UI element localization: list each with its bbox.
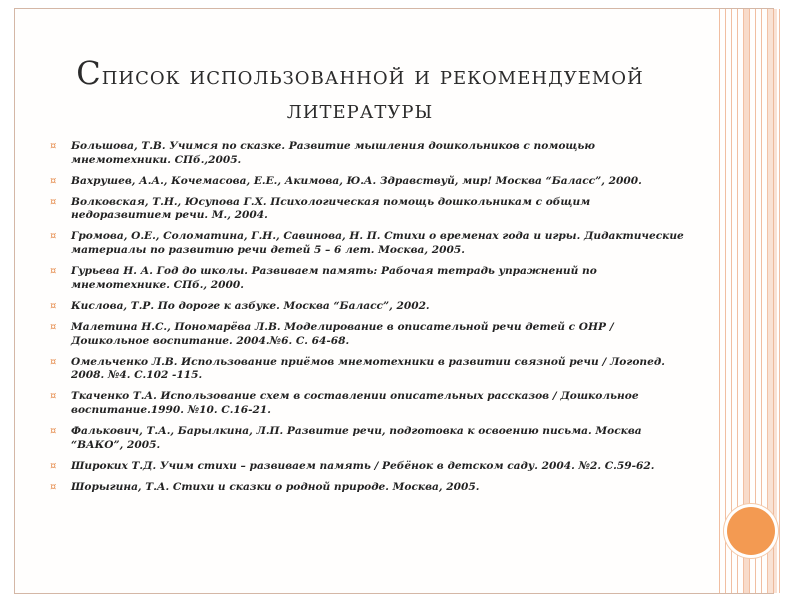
reference-text: Малетина Н.С., Пономарёва Л.В. Моделирование в описательной речи детей с ОНР / Дошкольное воспитание. 2004.№6. С. 64-68. (71, 320, 614, 347)
reference-item (50, 425, 690, 452)
bullet-icon: ¤ (50, 141, 57, 152)
reference-item (50, 390, 690, 417)
reference-text: Большова, Т.В. Учимся по сказке. Развитие мышления дошкольников с помощью мнемотехники. СПб.,2005. (71, 140, 596, 166)
title-initial: С (76, 54, 102, 92)
bullet-icon: ¤ (50, 175, 57, 187)
bullet-icon: ¤ (50, 231, 57, 243)
reference-item (50, 196, 690, 223)
decorative-stripe-accent-2 (767, 9, 777, 593)
reference-text: Фалькович, Т.А., Барылкина, Л.П. Развитие речи, подготовка к освоению письма. Москва “ВАКО”, 2005. (71, 425, 642, 451)
bullet-icon: ¤ (50, 356, 57, 368)
slide-title (40, 56, 680, 127)
bullet-icon: ¤ (50, 460, 57, 472)
reference-text: Кислова, Т.Р. По дороге к азбуке. Москва “Баласс”, 2002. (71, 299, 430, 312)
bullet-icon: ¤ (50, 426, 57, 437)
reference-list (50, 140, 690, 502)
bullet-icon: ¤ (50, 196, 57, 208)
bullet-icon: ¤ (50, 481, 57, 493)
reference-item (50, 321, 690, 348)
bullet-icon: ¤ (50, 391, 57, 403)
bullet-icon: ¤ (50, 266, 57, 278)
reference-item (50, 175, 690, 189)
reference-text: Омельченко Л.В. Использование приёмов мнемотехники в развитии связной речи / Логопед. 2008. №4. С.102 -115. (71, 355, 665, 382)
reference-item (50, 230, 690, 257)
reference-text: Волковская, Т.Н., Юсупова Г.Х. Психологическая помощь дошкольникам с общим недоразвитием речи. М., 2004. (71, 195, 591, 222)
reference-text: Вахрушев, А.А., Кочемасова, Е.Е., Акимова, Ю.А. Здравствуй, мир! Москва “Баласс”, 2000. (71, 174, 642, 187)
bullet-icon: ¤ (50, 300, 57, 312)
reference-text: Широких Т.Д. Учим стихи – развиваем память / Ребёнок в детском саду. 2004. №2. С.59-62. (71, 459, 655, 472)
title-line-1: писок использованной и рекомендуемой (101, 61, 644, 90)
orange-circle-icon (727, 507, 775, 555)
reference-item (50, 356, 690, 383)
reference-item (50, 265, 690, 292)
reference-item (50, 300, 690, 314)
reference-text: Гурьева Н. А. Год до школы. Развиваем память: Рабочая тетрадь упражнений по мнемотехнике. СПб., 2000. (71, 265, 597, 291)
bullet-icon: ¤ (50, 321, 57, 333)
reference-text: Ткаченко Т.А. Использование схем в составлении описательных рассказов / Дошкольное воспитание.1990. №10. С.16-21. (71, 390, 639, 416)
decorative-stripe-accent (743, 9, 749, 593)
title-line-2: литературы (286, 95, 434, 124)
reference-text: Громова, О.Е., Соломатина, Г.Н., Савинова, Н. П. Стихи о временах года и игры. Дидактические материалы по развитию речи детей 5 – 6 лет. Москва, 2005. (71, 230, 684, 257)
reference-text: Шорыгина, Т.А. Стихи и сказки о родной природе. Москва, 2005. (71, 480, 480, 493)
reference-item (50, 140, 690, 167)
reference-item (50, 481, 690, 495)
reference-item (50, 460, 690, 474)
